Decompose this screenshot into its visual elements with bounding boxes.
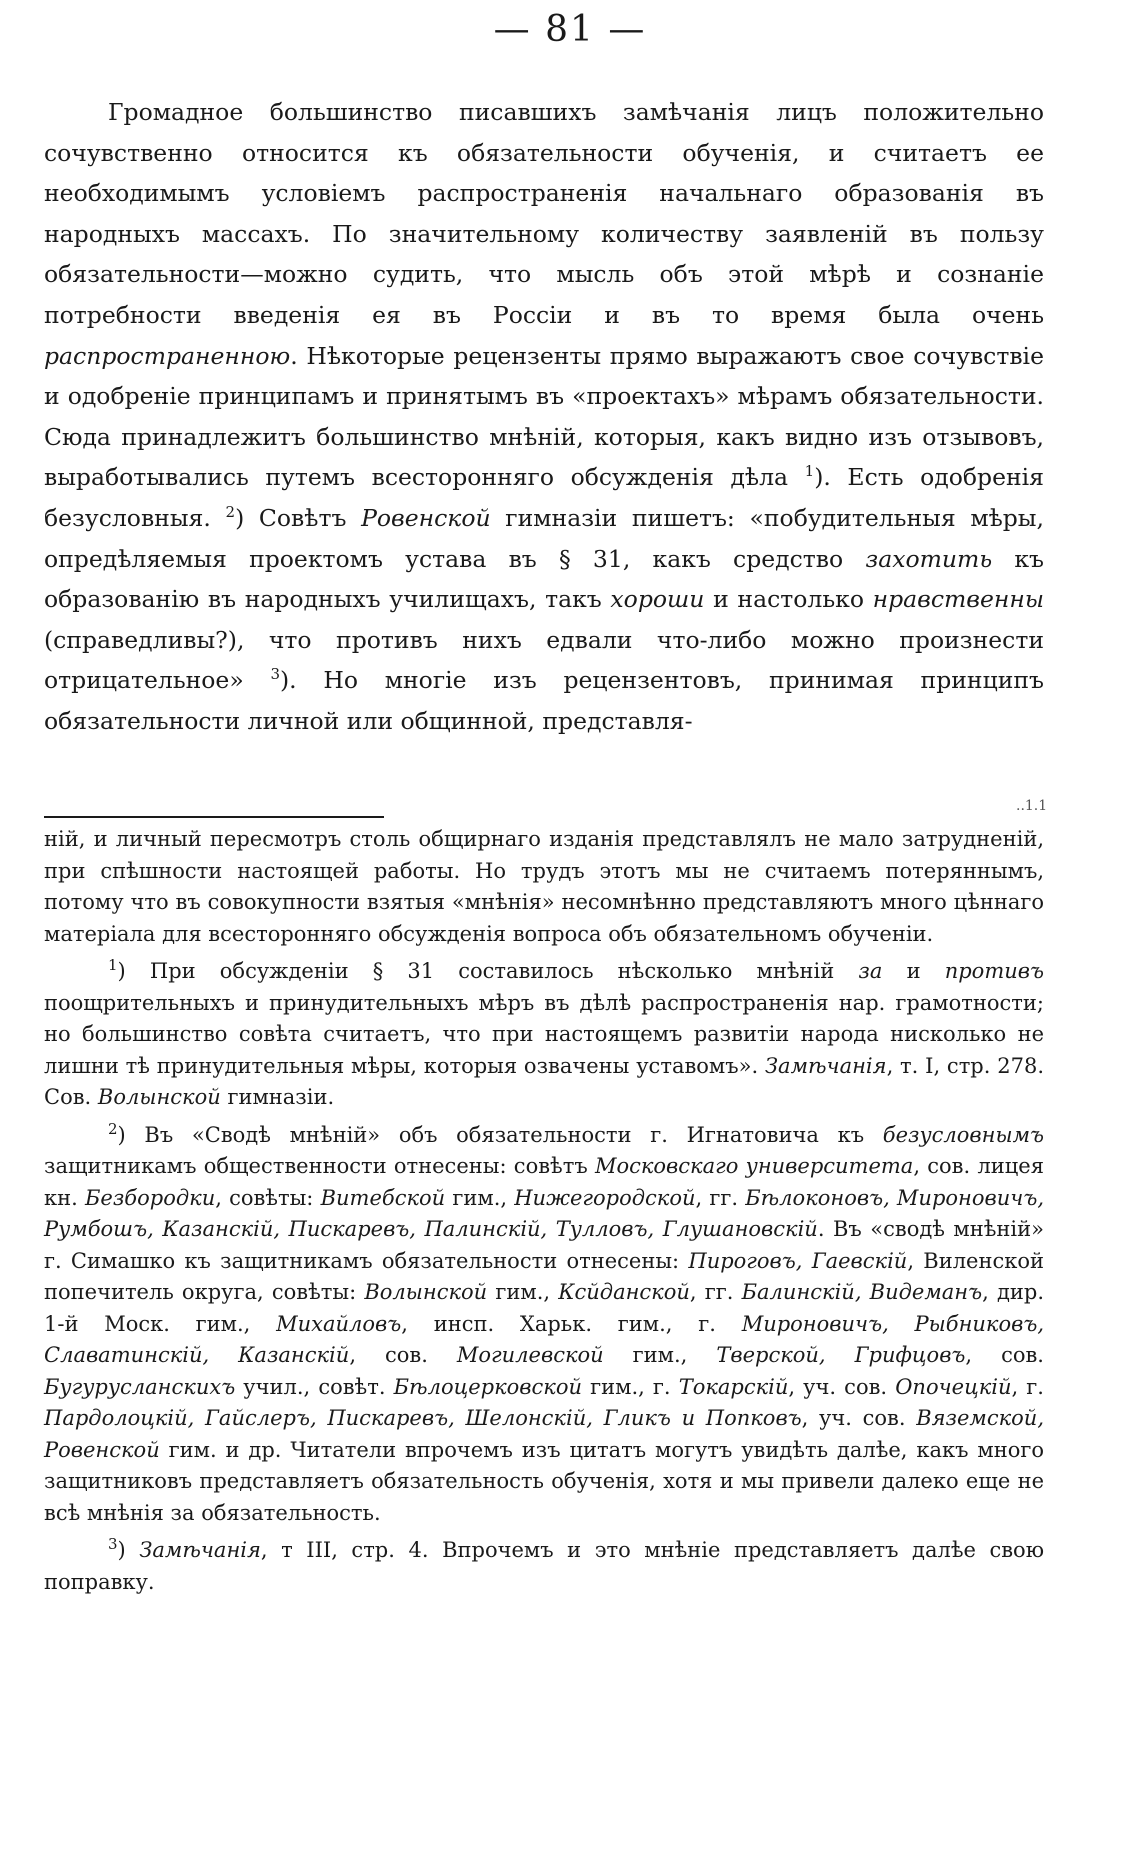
footnote-text: , сов. лицея кн. — [44, 1154, 1044, 1210]
footnote-italic: Опочецкій — [895, 1374, 1012, 1399]
footnote-text: ) — [117, 1538, 126, 1562]
main-text-run: (справедливы?), что противъ нихъ едвали что-либо можно произнести отрицательное» — [44, 625, 1044, 695]
footnote-divider — [44, 816, 384, 818]
footnote-text: , т. I, стр. 278. Сов. — [44, 1053, 1044, 1109]
footnote-italic: Безбородки — [84, 1185, 216, 1210]
footnote-italic: безусловнымъ — [882, 1122, 1044, 1147]
footnote-marker: 2 — [108, 1119, 118, 1138]
footnote-text: , сов. — [965, 1343, 1044, 1367]
footnote-text: , г. — [1011, 1374, 1044, 1399]
footnote-italic: Бѣлоцерковской — [393, 1374, 582, 1399]
margin-mark: ..1.1 — [1016, 798, 1048, 814]
footnote-italic: Мироновичъ, Рыбниковъ, Славатинскій, Казанскій — [44, 1311, 1045, 1367]
footnote-italic: Михайловъ — [276, 1311, 402, 1336]
footnote-italic: Бѣлоконовъ, Мироновичъ, Румбошъ, Казанскій, Пискаревъ, Палинскій, Тулловъ, Глушановскій — [44, 1185, 1044, 1241]
footnotes-block — [44, 824, 1044, 1604]
main-italic-run: нравственны — [872, 585, 1044, 614]
footnote-text: , совѣты: — [215, 1185, 314, 1210]
footnote-text: , уч. сов. — [801, 1406, 906, 1430]
footnote-italic: Замѣчанія — [764, 1053, 887, 1078]
footnote-text: защитникамъ общественности отнесены: совѣтъ — [44, 1154, 588, 1178]
footnote-text: гим., — [452, 1185, 508, 1210]
main-text-run: къ образованію въ народныхъ училищахъ, такъ — [44, 544, 1044, 614]
footnote-italic: Ксйданской — [558, 1280, 690, 1304]
footnote-marker: 3 — [108, 1535, 118, 1553]
footnote-italic: Токарскій — [678, 1374, 789, 1399]
footnote-italic: Нижегородской — [514, 1185, 696, 1210]
main-text-run: ). Но многіе изъ рецензентовъ, принимая принципъ обязательности личной или общинной, представля- — [44, 666, 1044, 735]
footnote-text: и — [906, 959, 921, 983]
main-italic-run: Ровенской — [361, 503, 491, 532]
footnote-italic: Витебской — [320, 1185, 446, 1210]
footnote-italic: противъ — [944, 959, 1044, 983]
footnote-text: , уч. сов. — [788, 1374, 888, 1399]
footnote-italic: Балинскій, Видеманъ — [741, 1280, 983, 1304]
footnote-italic: Замѣчанія — [139, 1538, 261, 1562]
footnote-text: поощрительныхъ и принудительныхъ мѣръ въ дѣлѣ распространенія нар. грамотности; но большинство совѣта считаетъ, что при настоящемъ развитіи народа нисколько не лишни тѣ принудительныя мѣры, которыя озвачены уставомъ». — [44, 990, 1044, 1078]
main-italic-run: захотить — [865, 544, 993, 573]
main-text-run: ). Есть одобренія безусловныя. — [44, 463, 1044, 532]
footnote-text: гим., — [495, 1280, 551, 1304]
footnote-text: , Виленской попечитель округа, совѣты: — [44, 1248, 1044, 1304]
footnote-1 — [44, 956, 1044, 1114]
footnote-italic: Пироговъ, Гаевскій — [688, 1248, 908, 1273]
footnote-ref: 1 — [804, 462, 815, 481]
footnote-text: гим. и др. Читатели впрочемъ изъ цитатъ могутъ увидѣть далѣе, какъ много защитниковъ представляетъ обязательность обученія, хотя и мы привели далеко еще не всѣ мнѣнія за обязательность. — [44, 1437, 1044, 1525]
footnote-ref: 3 — [270, 665, 280, 684]
footnote-text: гим., г. — [590, 1374, 671, 1399]
footnote-3 — [44, 1535, 1044, 1598]
footnote-text: , инсп. Харьк. гим., г. — [401, 1311, 716, 1336]
footnote-text: , гг. — [689, 1280, 734, 1304]
footnote-italic: Вяземской, Ровенской — [44, 1406, 1044, 1462]
footnote-italic: Бугурусланскихъ — [44, 1374, 236, 1399]
footnote-text: гимназіи. — [227, 1085, 335, 1109]
footnote-ref: 2 — [225, 503, 236, 522]
footnote-text: , т III, стр. 4. Впрочемъ и это мнѣніе представляетъ далѣе свою поправку. — [44, 1538, 1044, 1594]
footnote-italic: Волынской — [364, 1280, 488, 1304]
footnote-marker: 1 — [108, 956, 118, 974]
footnote-italic: Могилевской — [456, 1343, 604, 1367]
main-text-run: ) Совѣтъ — [235, 503, 347, 532]
main-text-run: . Нѣкоторые рецензенты прямо выражаютъ свое сочувствіе и одобреніе принципамъ и принятымъ въ «проектахъ» мѣрамъ обязательности. Сюда принадлежитъ большинство мнѣній, которыя, какъ видно изъ отзывовъ, выработывались путемъ всесторонняго обсужденія дѣла — [44, 341, 1044, 492]
footnote-text: , дир. 1-й Моск. гим., — [44, 1280, 1044, 1336]
footnote-text: . Въ «сводѣ мнѣній» г. Симашко къ защитникамъ обязательности отнесены: — [44, 1217, 1044, 1273]
main-text-run: и настолько — [713, 585, 864, 614]
footnote-text: , сов. — [349, 1343, 428, 1367]
main-paragraph — [44, 92, 1044, 742]
footnote-italic: Московскаго университета — [594, 1154, 914, 1178]
page-number: — 81 — — [493, 9, 647, 50]
footnote-2 — [44, 1120, 1044, 1530]
footnote-italic: за — [858, 959, 883, 983]
footnote-italic: Пардолоцкій, Гайслеръ, Пискаревъ, Шелонскій, Гликъ и Попковъ — [44, 1406, 802, 1430]
main-text-run: Громадное большинство писавшихъ замѣчанія лицъ положительно сочувственно относится къ обязательности обученія, и считаетъ ее необходимымъ условіемъ распространенія начальнаго образованія въ народныхъ массахъ. По значительному количеству заявленій въ пользу обязательности—можно судить, что мысль объ этой мѣрѣ и сознаніе потребности введенія ея въ Россіи и въ то время была очень — [44, 98, 1044, 329]
footnote-text: учил., совѣт. — [243, 1374, 386, 1399]
footnote-text: гим., — [632, 1343, 688, 1367]
footnote-italic: Волынской — [97, 1085, 221, 1109]
main-italic-run: хороши — [610, 585, 705, 614]
footnote-text: , гг. — [695, 1185, 739, 1210]
footnote-continuation: ній, и личный пересмотръ столь общирнаго изданія представлялъ не мало затрудненій, при спѣшности настоящей работы. Но трудъ этотъ мы не считаемъ потеряннымъ, потому что въ совокупности взятыя «мнѣнія» несомнѣнно представляютъ много цѣннаго матеріала для всесторонняго обсужденія вопроса объ обязательномъ обученіи. — [44, 827, 1044, 946]
footnote-text: ) При обсужденіи § 31 составилось нѣсколько мнѣній — [117, 959, 835, 983]
footnote-italic: Тверской, Грифцовъ — [716, 1343, 966, 1367]
main-italic-run: распространенною — [44, 341, 291, 370]
main-text-run: гимназіи пишетъ: «побудительныя мѣры, опредѣляемыя проектомъ устава въ § 31, какъ средство — [44, 503, 1044, 573]
footnote-text: ) Въ «Сводѣ мнѣній» объ обязательности г. Игнатовича къ — [117, 1122, 865, 1147]
